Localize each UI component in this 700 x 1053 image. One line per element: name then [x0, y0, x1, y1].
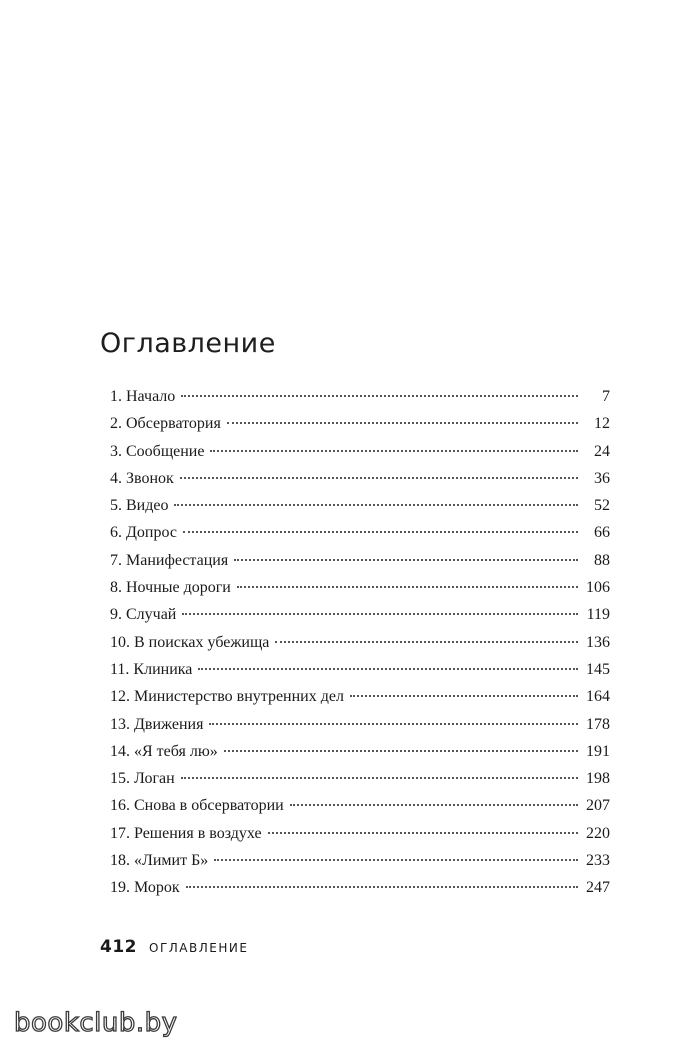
toc-entry-number: 9.	[110, 606, 122, 624]
toc-entry-page: 233	[586, 852, 610, 870]
toc-entry-title: Сообщение	[126, 442, 205, 460]
toc-entry-number: 4.	[110, 469, 122, 487]
toc-entry-title: Манифестация	[126, 551, 229, 569]
toc-entry-page: 207	[586, 797, 610, 815]
toc-entry-18[interactable]	[110, 847, 610, 874]
toc-entry-number: 10.	[110, 633, 130, 651]
toc-entry-title: Клиника	[133, 660, 193, 678]
toc-entry-number: 2.	[110, 415, 122, 433]
toc-entry-page: 36	[594, 469, 610, 487]
toc-entry-number: 16.	[110, 797, 130, 815]
toc-entry-title: «Я тебя лю»	[134, 742, 218, 760]
dot-leader	[181, 395, 578, 397]
dot-leader	[275, 641, 578, 643]
dot-leader	[214, 859, 578, 861]
dot-leader	[198, 668, 578, 670]
toc-entry-page: 52	[594, 497, 610, 515]
toc-entry-17[interactable]	[110, 820, 610, 847]
dot-leader	[227, 422, 578, 424]
dot-leader	[181, 777, 578, 779]
dot-leader	[234, 559, 578, 561]
watermark: bookclub.by	[14, 1008, 178, 1038]
toc-list	[110, 383, 610, 902]
page-number: 412	[100, 937, 137, 957]
toc-entry-10[interactable]	[110, 629, 610, 656]
toc-entry-page: 191	[586, 742, 610, 760]
toc-entry-page: 178	[586, 715, 610, 733]
toc-entry-4[interactable]	[110, 465, 610, 492]
toc-entry-page: 198	[586, 770, 610, 788]
toc-entry-page: 164	[586, 688, 610, 706]
toc-entry-title: Видео	[126, 497, 169, 515]
dot-leader	[210, 450, 578, 452]
toc-entry-number: 7.	[110, 551, 122, 569]
toc-entry-16[interactable]	[110, 792, 610, 819]
dot-leader	[268, 832, 578, 834]
running-head: ОГЛАВЛЕНИЕ	[149, 941, 249, 955]
toc-entry-number: 8.	[110, 579, 122, 597]
toc-entry-number: 6.	[110, 524, 122, 542]
toc-entry-title: Решения в воздухе	[134, 824, 262, 842]
toc-entry-title: Движения	[134, 715, 204, 733]
toc-entry-11[interactable]	[110, 656, 610, 683]
toc-entry-title: Ночные дороги	[126, 579, 231, 597]
dot-leader	[182, 613, 578, 615]
toc-entry-3[interactable]	[110, 438, 610, 465]
toc-entry-number: 11.	[110, 660, 130, 678]
toc-entry-12[interactable]	[110, 683, 610, 710]
toc-entry-page: 145	[586, 660, 610, 678]
dot-leader	[174, 504, 578, 506]
toc-entry-title: Логан	[134, 770, 175, 788]
toc-entry-title: Обсерватория	[126, 415, 221, 433]
page-footer	[100, 937, 248, 957]
toc-entry-number: 5.	[110, 497, 122, 515]
dot-leader	[180, 477, 578, 479]
toc-entry-number: 3.	[110, 442, 122, 460]
dot-leader	[186, 886, 578, 888]
toc-entry-14[interactable]	[110, 738, 610, 765]
toc-entry-number: 12.	[110, 688, 130, 706]
toc-entry-number: 15.	[110, 770, 130, 788]
toc-entry-title: Снова в обсерватории	[134, 797, 284, 815]
toc-entry-number: 13.	[110, 715, 130, 733]
dot-leader	[183, 531, 578, 533]
toc-entry-page: 66	[594, 524, 610, 542]
toc-entry-page: 12	[594, 415, 610, 433]
toc-entry-page: 136	[586, 633, 610, 651]
toc-heading: Оглавление	[100, 328, 276, 359]
toc-entry-1[interactable]	[110, 383, 610, 410]
toc-entry-title: Министерство внутренних дел	[134, 688, 344, 706]
dot-leader	[290, 804, 578, 806]
toc-entry-title: В поисках убежища	[134, 633, 270, 651]
toc-entry-number: 1.	[110, 388, 122, 405]
toc-entry-title: Допрос	[126, 524, 177, 542]
toc-entry-15[interactable]	[110, 765, 610, 792]
toc-entry-9[interactable]	[110, 601, 610, 628]
toc-entry-page: 106	[586, 579, 610, 597]
toc-entry-page: 24	[594, 442, 610, 460]
toc-entry-page: 7	[602, 388, 610, 405]
toc-entry-number: 17.	[110, 824, 130, 842]
toc-entry-13[interactable]	[110, 711, 610, 738]
dot-leader	[237, 586, 578, 588]
dot-leader	[224, 750, 578, 752]
toc-entry-title: Звонок	[126, 469, 174, 487]
toc-entry-title: Морок	[134, 879, 180, 897]
toc-entry-title: «Лимит Б»	[134, 852, 209, 870]
toc-entry-19[interactable]	[110, 874, 610, 901]
toc-entry-page: 88	[594, 551, 610, 569]
dot-leader	[209, 723, 578, 725]
toc-entry-page: 247	[586, 879, 610, 897]
toc-entry-5[interactable]	[110, 492, 610, 519]
toc-entry-7[interactable]	[110, 547, 610, 574]
toc-entry-page: 220	[586, 824, 610, 842]
toc-entry-number: 18.	[110, 852, 130, 870]
dot-leader	[350, 695, 578, 697]
toc-entry-number: 19.	[110, 879, 130, 897]
toc-entry-2[interactable]	[110, 410, 610, 437]
toc-entry-title: Случай	[126, 606, 177, 624]
toc-entry-number: 14.	[110, 742, 130, 760]
toc-entry-title: Начало	[126, 388, 176, 405]
toc-entry-8[interactable]	[110, 574, 610, 601]
toc-entry-page: 119	[586, 606, 610, 624]
toc-entry-6[interactable]	[110, 519, 610, 546]
